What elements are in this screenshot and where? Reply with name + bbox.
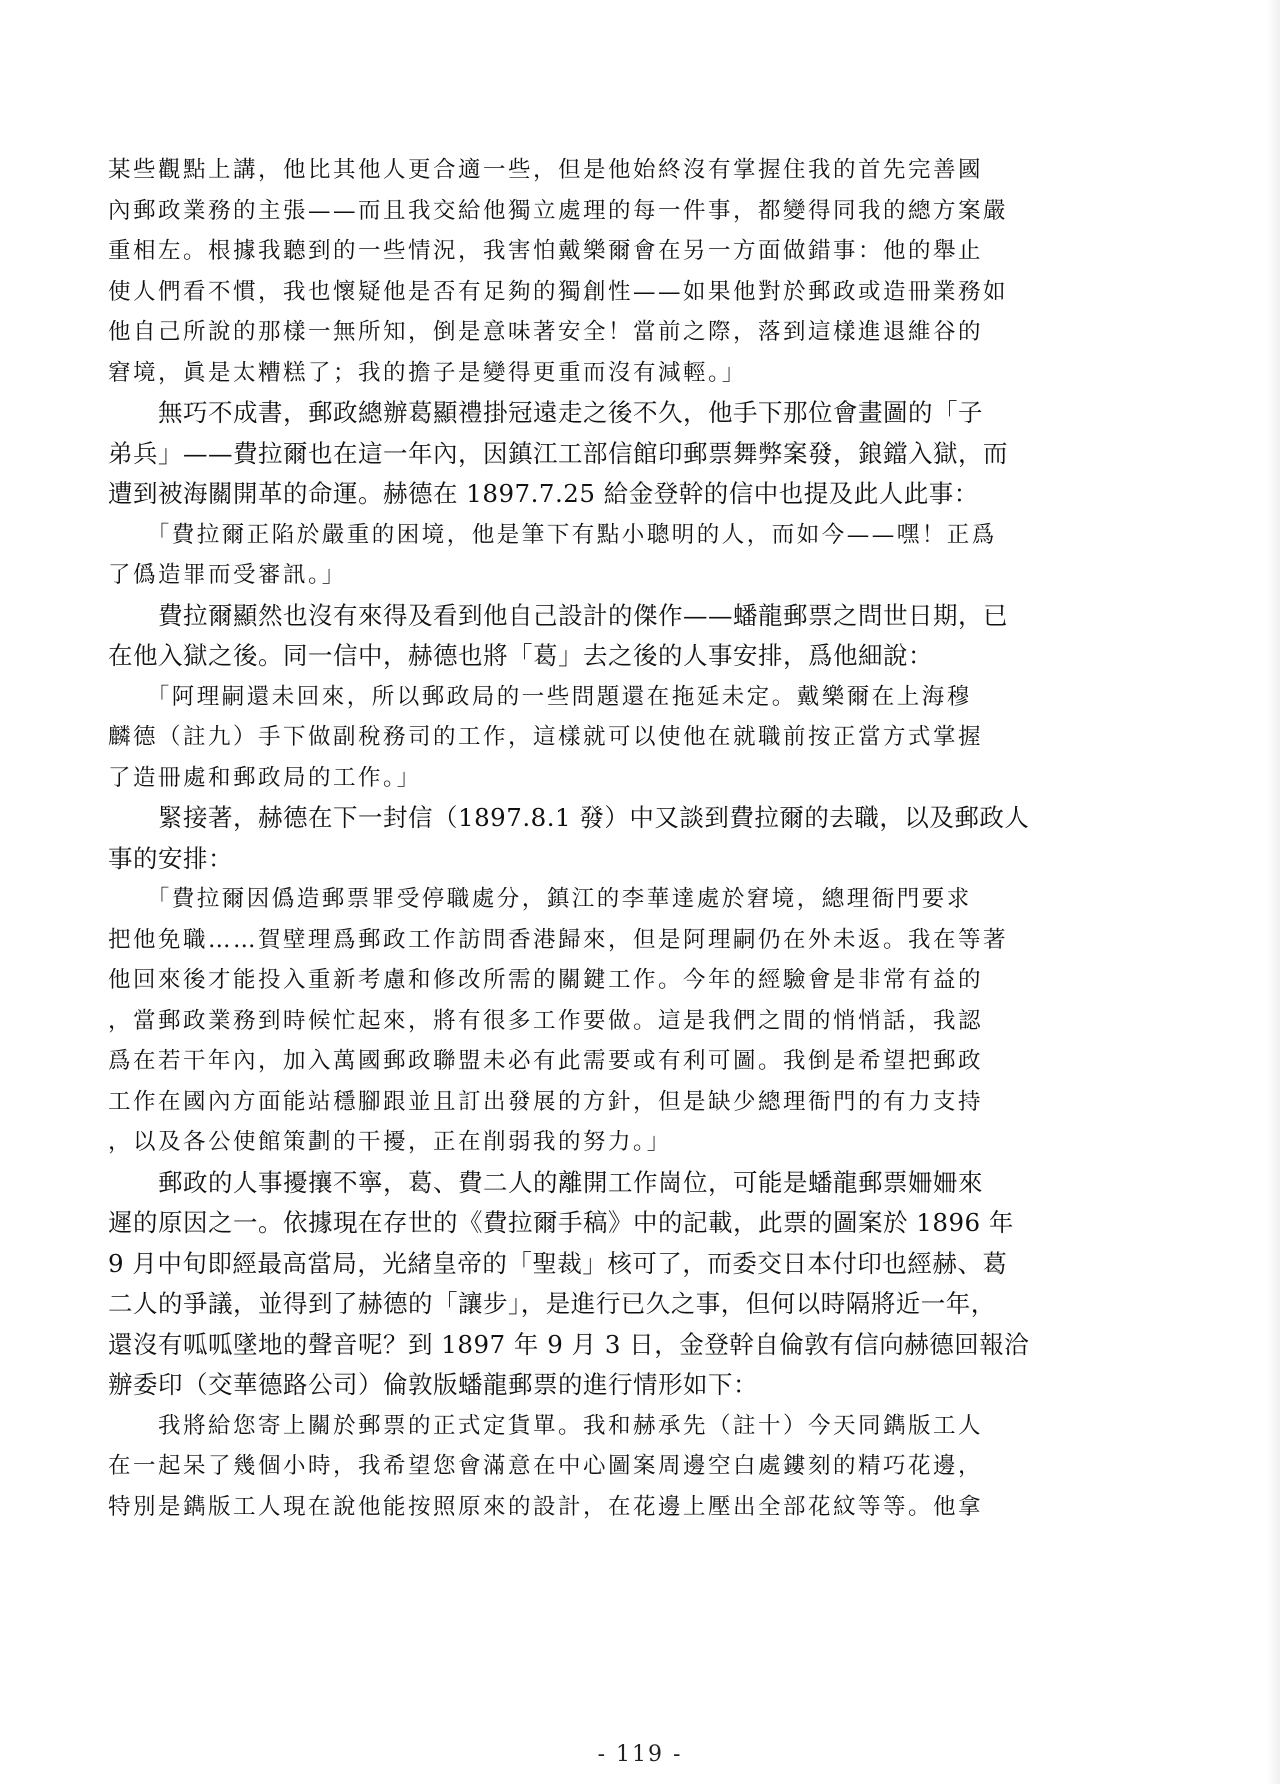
text-line: 9 月中旬即經最高當局，光緒皇帝的「聖裁」核可了，而委交日本付印也經赫、葛 <box>108 1248 1008 1278</box>
text-line: 了僞造罪而受審訊。」 <box>108 562 347 588</box>
text-line: 還沒有呱呱墜地的聲音呢？到 1897 年 9 月 3 日，金登幹自倫敦有信向赫德回報洽 <box>108 1329 1030 1359</box>
text-line: 麟德（註九）手下做副稅務司的工作，這樣就可以使他在就職前按正當方式掌握 <box>108 724 984 750</box>
text-line: 遲的原因之一。依據現在存世的《費拉爾手稿》中的記載，此票的圖案於 1896 年 <box>108 1208 1014 1237</box>
scan-edge-shadow <box>1266 0 1280 1784</box>
text-line: 窘境，眞是太糟糕了；我的擔子是變得更重而沒有減輕。」 <box>108 359 747 386</box>
text-line: 在一起呆了幾個小時，我希望您會滿意在中心圖案周邊空白處鏤刻的精巧花邊， <box>108 1453 984 1479</box>
text-line: 工作在國內方面能站穩腳跟並且訂出發展的方針，但是缺少總理衙門的有力支持 <box>108 1088 984 1115</box>
text-line: 事的安排： <box>108 843 233 873</box>
text-line: 他回來後才能投入重新考慮和修改所需的關鍵工作。今年的經驗會是非常有益的 <box>108 967 984 993</box>
text-line: 在他入獄之後。同一信中，赫德也將「葛」去之後的人事安排，爲他細說： <box>108 641 933 670</box>
text-line: 某些觀點上講，他比其他人更合適一些，但是他始終沒有掌握住我的首先完善國 <box>108 157 984 183</box>
text-line: 緊接著，赫德在下一封信（1897.8.1 發）中又談到費拉爾的去職，以及郵政人 <box>108 803 1030 832</box>
text-line: ，以及各公使館策劃的干擾，正在削弱我的努力。」 <box>108 1129 672 1155</box>
text-line: 他自己所說的那樣一無所知，倒是意味著安全！當前之際，落到這樣進退維谷的 <box>108 319 984 345</box>
text-line: 「費拉爾因僞造郵票罪受停職處分，鎮江的李華達處於窘境，總理衙門要求 <box>108 886 972 912</box>
text-line: 特別是鐫版工人現在說他能按照原來的設計，在花邊上壓出全部花紋等等。他拿 <box>108 1493 984 1520</box>
text-line: 使人們看不慣，我也懷疑他是否有足夠的獨創性——如果他對於郵政或造冊業務如 <box>108 278 1009 305</box>
text-line: 「費拉爾正陷於嚴重的困境，他是筆下有點小聰明的人，而如今——嘿！正爲 <box>108 521 997 548</box>
text-line: 辦委印（交華德路公司）倫敦版蟠龍郵票的進行情形如下： <box>108 1370 758 1399</box>
text-line: 內郵政業務的主張——而且我交給他獨立處理的每一件事，都變得同我的總方案嚴 <box>108 197 1009 224</box>
body-text <box>108 150 1108 1527</box>
text-line: 遭到被海關開革的命運。赫德在 1897.7.25 給金登幹的信中也提及此人此事： <box>108 479 979 508</box>
page-number: - 119 - <box>597 1742 683 1767</box>
text-line: 了造冊處和郵政局的工作。」 <box>108 764 422 791</box>
text-line: 無巧不成書，郵政總辦葛顯禮掛冠遠走之後不久，他手下那位會畫圖的「子 <box>108 398 983 427</box>
text-line: 郵政的人事擾攘不寧，葛、費二人的離開工作崗位，可能是蟠龍郵票姍姍來 <box>108 1167 983 1197</box>
text-line: 爲在若干年內，加入萬國郵政聯盟未必有此需要或有利可圖。我倒是希望把郵政 <box>108 1048 984 1074</box>
text-line: 二人的爭議，並得到了赫德的「讓步」，是進行已久之事，但何以時隔將近一年， <box>108 1289 996 1318</box>
text-line: 費拉爾顯然也沒有來得及看到他自己設計的傑作——蟠龍郵票之問世日期，已 <box>108 600 1008 630</box>
text-line: 把他免職……賀壁理爲郵政工作訪問香港歸來，但是阿理嗣仍在外未返。我在等著 <box>108 926 1009 953</box>
text-line: 我將給您寄上關於郵票的正式定貨單。我和赫承先（註十）今天同鐫版工人 <box>108 1412 984 1439</box>
text-line: 重相左。根據我聽到的一些情況，我害怕戴樂爾會在另一方面做錯事：他的舉止 <box>108 238 984 264</box>
text-line: 弟兵」——費拉爾也在這一年內，因鎮江工部信館印郵票舞弊案發，鋃鐺入獄，而 <box>108 438 1008 468</box>
text-line: ，當郵政業務到時候忙起來，將有很多工作要做。這是我們之間的悄悄話，我認 <box>108 1007 984 1034</box>
text-line: 「阿理嗣還未回來，所以郵政局的一些問題還在拖延未定。戴樂爾在上海穆 <box>108 683 972 710</box>
